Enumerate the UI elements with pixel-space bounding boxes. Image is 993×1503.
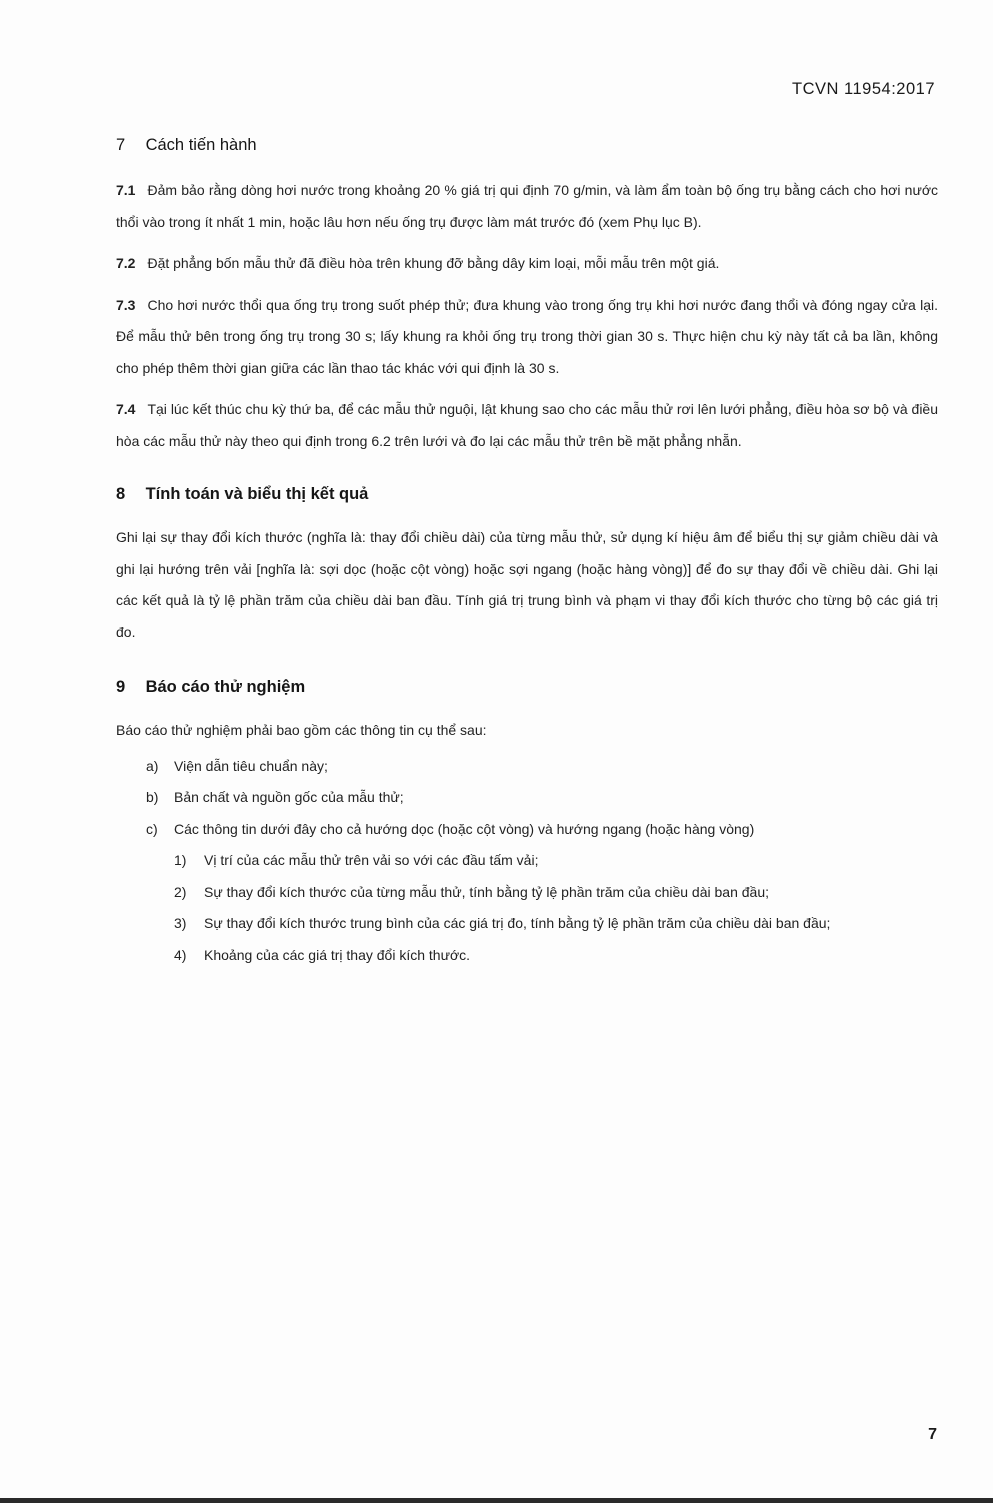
list-item [116, 751, 938, 783]
clause-text: Đặt phẳng bốn mẫu thử đã điều hòa trên khung đỡ bằng dây kim loại, mỗi mẫu trên một giá. [147, 255, 720, 271]
list-item-text: Viện dẫn tiêu chuẩn này; [174, 757, 328, 774]
sublist-marker: 3) [174, 915, 187, 931]
list-item-text: Bản chất và nguồn gốc của mẫu thử; [174, 789, 404, 805]
section-title: Báo cáo thử nghiệm [145, 678, 306, 696]
clause-7-4 [116, 394, 938, 457]
clause-text: Cho hơi nước thổi qua ống trụ trong suốt phép thử; đưa khung vào trong ống trụ khi hơi nước đang thổi và đóng ngay cửa lại. Để mẫu thử bên trong ống trụ trong 30 s; lấy khung ra khỏi ống trụ trong thời gian 30 s. Thực hiện chu kỳ này tất cả ba lần, không cho phép thêm thời gian giữa các lần thao tác khác với qui định là 30 s. [116, 296, 938, 376]
clause-number: 7.1 [116, 182, 136, 198]
section-9-heading [116, 678, 938, 697]
clause-7-2 [116, 248, 938, 280]
sublist-item-text: Vị trí của các mẫu thử trên vải so với các đầu tấm vải; [204, 852, 539, 868]
clause-number: 7.3 [116, 296, 136, 313]
page-number: 7 [928, 1426, 937, 1443]
section-7-heading [116, 136, 938, 155]
sublist-marker: 1) [174, 852, 187, 868]
clause-number: 7.4 [116, 401, 136, 417]
clause-text: Tại lúc kết thúc chu kỳ thứ ba, để các mẫu thử nguội, lật khung sao cho các mẫu thử rơi lên lưới phẳng, điều hòa sơ bộ và điều hòa các mẫu thử này theo qui định trong 6.2 trên lưới và đo lại các mẫu thử trên bề mặt phẳng nhẵn. [116, 401, 938, 449]
list-marker: b) [146, 789, 159, 805]
report-subitems-list [116, 845, 938, 971]
sublist-item [116, 877, 938, 909]
sublist-marker: 2) [174, 883, 187, 900]
list-marker: a) [146, 757, 159, 774]
section-9-intro: Báo cáo thử nghiệm phải bao gồm các thông tin cụ thể sau: [116, 722, 487, 738]
section-number: 9 [116, 678, 126, 696]
clause-number: 7.2 [116, 255, 136, 271]
section-title: Cách tiến hành [145, 136, 257, 154]
clause-7-1 [116, 175, 938, 238]
section-number: 7 [116, 136, 126, 154]
section-title: Tính toán và biểu thị kết quả [145, 485, 369, 503]
sublist-item-text: Khoảng của các giá trị thay đổi kích thước. [204, 946, 471, 963]
section-8-text: Ghi lại sự thay đổi kích thước (nghĩa là: thay đổi chiều dài) của từng mẫu thử, sử dụng kí hiệu âm để biểu thị sự giảm chiều dài và ghi lại hướng trên vải [nghĩa là: sợi dọc (hoặc cột vòng) hoặc sợi ngang (hoặc hàng vòng)] để đo sự thay đổi về chiều dài. Ghi lại các kết quả là tỷ lệ phần trăm của chiều dài ban đầu. Tính giá trị trung bình và phạm vi thay đổi kích thước cho từng bộ các giá trị đo. [116, 529, 938, 640]
clause-7-3 [116, 290, 938, 385]
list-item-text: Các thông tin dưới đây cho cả hướng dọc (hoặc cột vòng) và hướng ngang (hoặc hàng vòng) [174, 820, 755, 837]
list-marker: c) [146, 820, 158, 837]
section-8-heading [116, 485, 938, 504]
list-item [116, 814, 938, 846]
clause-text: Đảm bảo rằng dòng hơi nước trong khoảng 20 % giá trị qui định 70 g/min, và làm ẩm toàn bộ ống trụ bằng cách cho hơi nước thổi vào trong ít nhất 1 min, hoặc lâu hơn nếu ống trụ được làm mát trước đó (xem Phụ lục B). [116, 182, 938, 230]
list-item [116, 782, 938, 814]
section-number: 8 [116, 485, 126, 503]
sublist-item [116, 845, 938, 877]
page-content [116, 130, 938, 971]
sublist-item [116, 940, 938, 972]
bottom-edge-rule [0, 1498, 993, 1503]
sublist-item-text: Sự thay đổi kích thước của từng mẫu thử, tính bằng tỷ lệ phần trăm của chiều dài ban đầu; [204, 883, 769, 900]
sublist-marker: 4) [174, 946, 187, 963]
sublist-item-text: Sự thay đổi kích thước trung bình của các giá trị đo, tính bằng tỷ lệ phần trăm của chiều dài ban đầu; [204, 915, 831, 931]
report-items-list [116, 751, 938, 846]
document-code: TCVN 11954:2017 [792, 80, 935, 98]
sublist-item [116, 908, 938, 940]
